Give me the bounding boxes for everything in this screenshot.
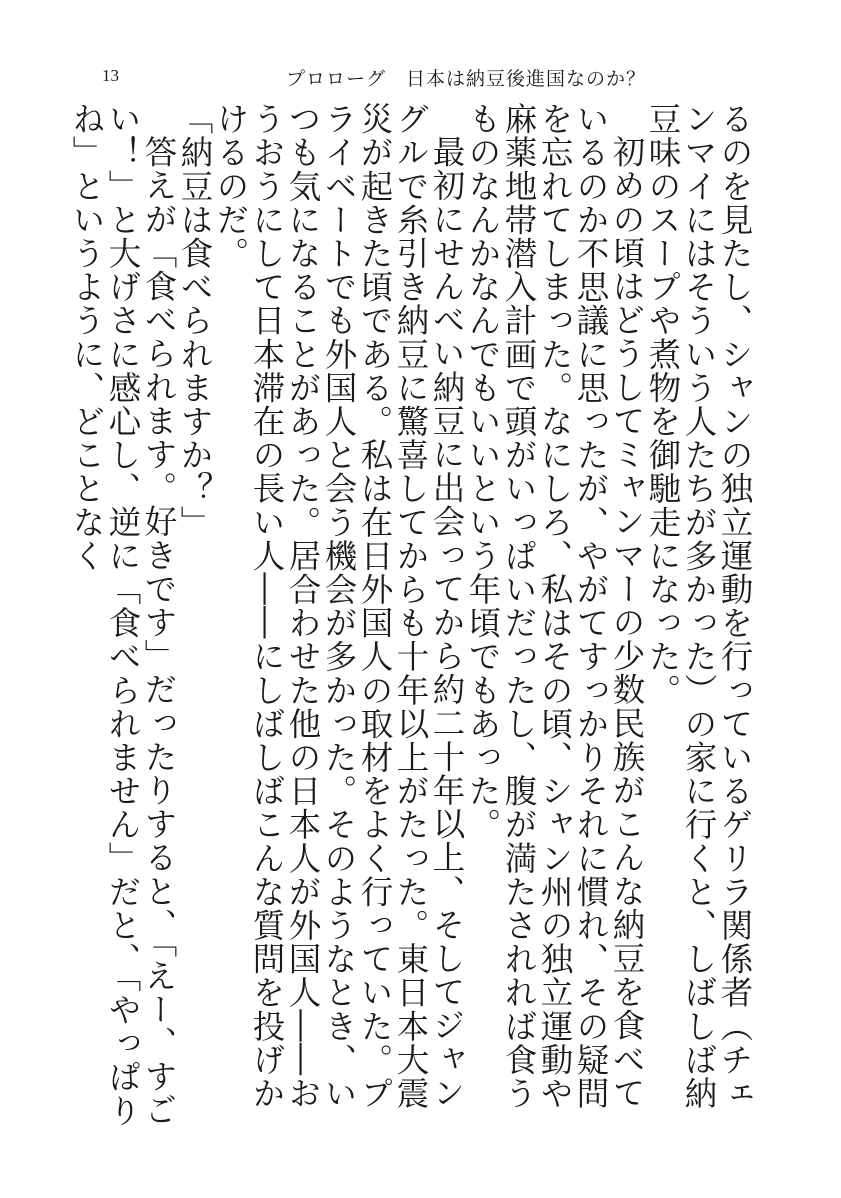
paragraph-continuation: るのを見たし、シャンの独立運動を行っているゲリラ関係者（チェンマイにはそういう人たちが多かった）の家に行くと、しばしば納豆味のスープや煮物を御馳走になった。	[644, 102, 754, 1110]
running-header	[286, 64, 646, 91]
paragraph-answer: 答えが「食べられます。好きです」だったりすると、「えー、すごい！」と大げさに感心し、逆に「食べられません」だと、「やっぱりね」というように、どことなく	[68, 102, 178, 1128]
chapter-title: 日本は納豆後進国なのか？	[406, 68, 647, 90]
paragraph-question: 「納豆は食べられますか？」	[176, 102, 214, 539]
paragraph-twenty-years: 最初にせんべい納豆に出会ってから約二十年以上、そしてジャングルで糸引き納豆に驚喜してからも十年以上がたった。東日本大震災が起きた頃である。私は在日外国人の取材をよく行っていた。プライベートでも外国人と会う機会が多かった。そのようなとき、いつも気になることがあった。居合わせた他の日本人が外国人――おうおうにして日本滞在の長い人――にしばしばこんな質問を投げかけるのだ。	[212, 102, 466, 1110]
page-number: 13	[102, 66, 119, 85]
chapter-label: プロローグ	[286, 68, 387, 90]
paragraph-myanmar: 初めの頃はどうしてミャンマーの少数民族がこんな納豆を食べているのか不思議に思ったが、やがてすっかりそれに慣れ、その疑問を忘れてしまった。なにしろ、私はその頃、シャン州の独立運動や麻薬地帯潜入計画で頭がいっぱいだったし、腹が満たされれば食うものなんかなんでもいいという年頃でもあった。	[464, 102, 646, 1110]
body-text	[69, 102, 753, 1142]
